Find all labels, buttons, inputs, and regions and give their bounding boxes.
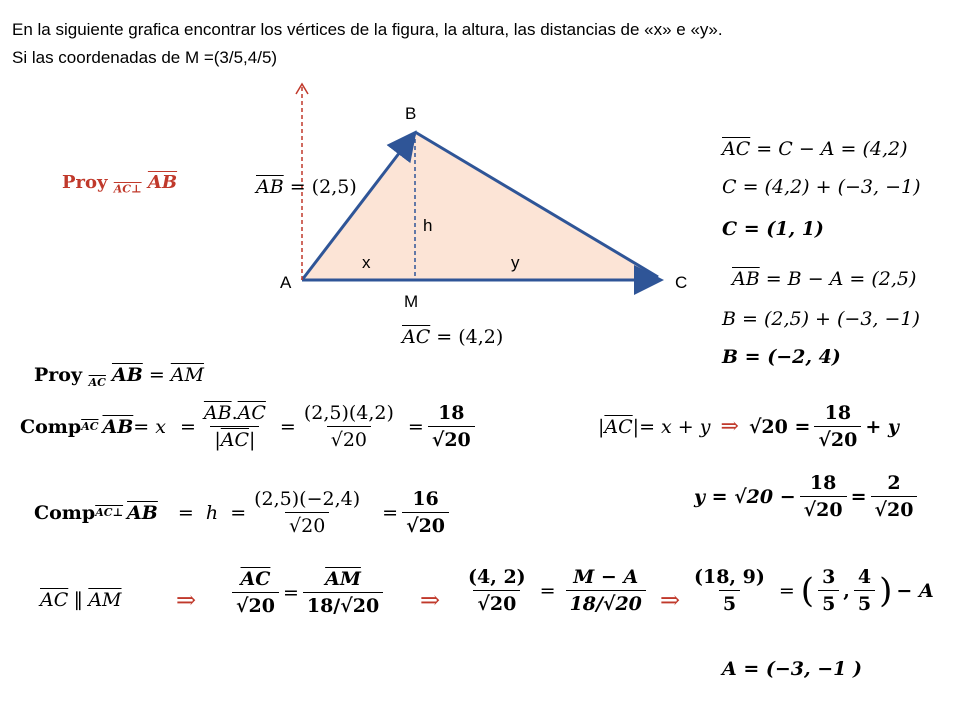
parallel-relation: $\overline{AC}$ ∥ $\overline{AM}$: [40, 589, 122, 611]
distance-label-y: y: [511, 253, 520, 272]
point-label-m: M: [404, 292, 419, 311]
eq-ac-def: $\overline{AC} = C - A = (4,2)$: [722, 138, 908, 160]
ratio-solution: $\frac{(18, 9)}{5}$ = ( $\frac{3}{5}$ , $\frac{4}{5}$ ) − A: [694, 566, 934, 615]
projection-equation: Proy $_{\overline{AC}}$ $\overline{AB} = \overline{AM}$: [34, 364, 204, 389]
perp-component-equation: Comp AC⊥ $\overline{AB}$ = h = $\frac{(2,5)(-2,4)}{√20}$ = $\frac{16}{√20}$: [34, 488, 453, 537]
problem-statement-line-1: En la siguiente grafica encontrar los vértices de la figura, la altura, las distancias de «x» e «y».: [12, 20, 723, 39]
vector-ab-value: $\overline{AB} = (2,5)$: [256, 176, 357, 198]
ratio-substitution: $\frac{(4, 2)}{√20}$ = $\frac{M - A}{18/√20}$: [460, 566, 650, 615]
eq-ab-def: $\overline{AB} = B - A = (2,5)$: [732, 268, 917, 290]
ac-magnitude-equation: | $\overline{AC}$ | = x + y ⇒ √20 = $\frac{18}{√20}$ + y: [598, 402, 899, 451]
comp-fraction-1: $\frac{\overline{AB}.\overline{AC}}{|\overline{AC}|}$: [203, 402, 266, 451]
eq-b-sum: B = (2,5) + (−3, −1): [722, 308, 920, 330]
ratio-ac-am: $\frac{\overline{AC}}{√20}$ = $\frac{\overline{AM}}{18/√20}$: [228, 568, 387, 617]
component-equation: Comp $\overline{AC}$ $\overline{AB}$ = x = $\frac{\overline{AB}.\overline{AC}}{|\overline{AC}|}$ = $\frac{(2,5)(4,2)}{√20}$ = $\frac{18}{√20}$: [20, 402, 479, 451]
projection-perp-label: Proy $_{AC\perp}$ $\overline{AB}$: [62, 172, 178, 196]
distance-label-x: x: [362, 253, 371, 272]
y-equation: y = √20 − $\frac{18}{√20}$ = $\frac{2}{√20}$: [694, 472, 921, 521]
triangle-shape: [302, 132, 663, 280]
final-a-result: A = (−3, −1 ): [722, 658, 862, 680]
eq-b-result: B = (−2, 4): [722, 346, 841, 368]
implies-arrow-2: ⇒: [420, 586, 441, 614]
problem-statement-line-2: Si las coordenadas de M =(3/5,4/5): [12, 48, 278, 67]
eq-c-sum: C = (4,2) + (−3, −1): [722, 176, 921, 198]
comp-fraction-2: $\frac{(2,5)(4,2)}{√20}$: [303, 402, 394, 451]
vertex-label-b: B: [405, 104, 417, 123]
height-label-h: h: [423, 216, 433, 235]
vertex-label-c: C: [675, 273, 688, 292]
implies-arrow-3: ⇒: [660, 586, 681, 614]
vertex-label-a: A: [280, 273, 292, 292]
implies-arrow-1: ⇒: [176, 586, 197, 614]
eq-c-result: C = (1, 1): [722, 218, 824, 240]
comp-fraction-3: $\frac{18}{√20}$: [428, 402, 475, 451]
vector-ac-value: $\overline{AC} = (4,2)$: [402, 326, 504, 348]
